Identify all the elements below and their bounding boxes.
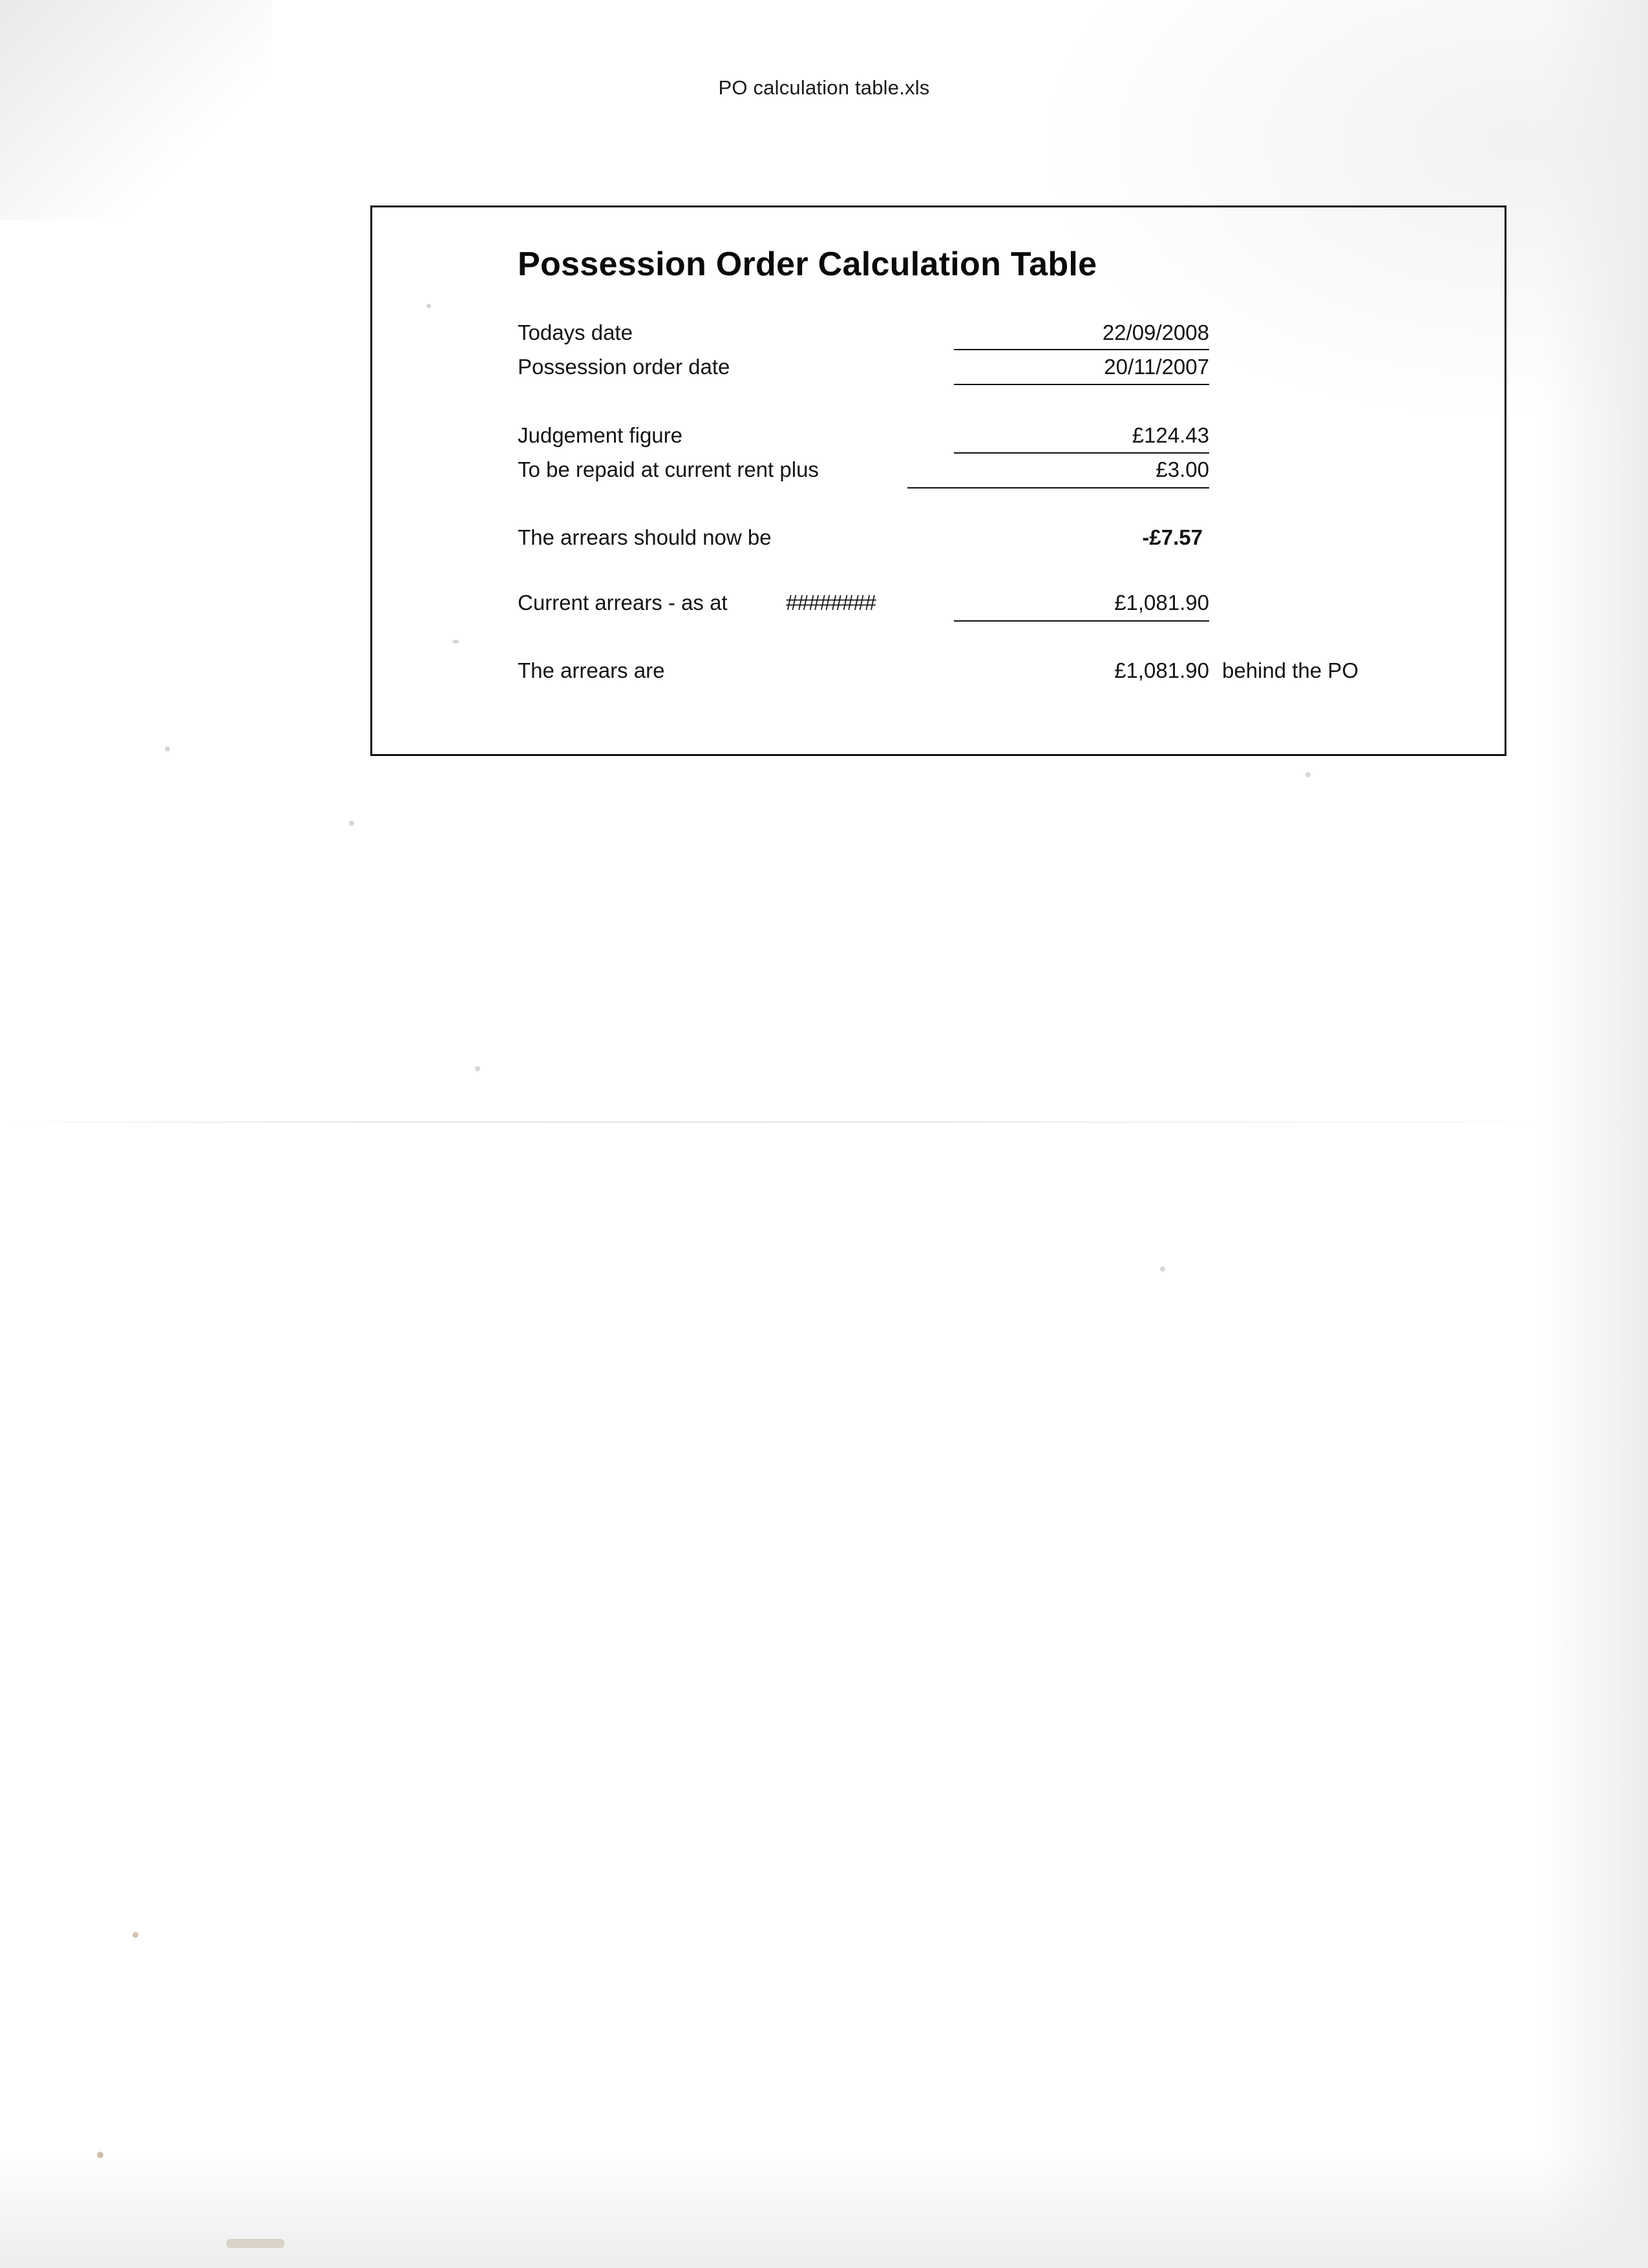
table-title: Possession Order Calculation Table bbox=[518, 246, 1097, 283]
arrears-are-suffix: behind the PO bbox=[1222, 658, 1358, 682]
todays-date-value: 22/09/2008 bbox=[1102, 320, 1209, 344]
scan-speck bbox=[1160, 1266, 1165, 1272]
row-arrears-should-be bbox=[372, 525, 1505, 554]
scan-speck bbox=[475, 1066, 480, 1071]
scan-speck bbox=[349, 821, 354, 826]
current-arrears-label: Current arrears - as at bbox=[518, 591, 728, 614]
judgement-figure-underline bbox=[954, 452, 1209, 454]
arrears-are-label: The arrears are bbox=[518, 658, 665, 682]
current-arrears-value: £1,081.90 bbox=[1114, 591, 1209, 614]
row-repaid-amount bbox=[372, 457, 1505, 486]
current-arrears-date: ######## bbox=[786, 591, 876, 614]
paper-crease bbox=[0, 1121, 1648, 1123]
arrears-should-be-value: -£7.57 bbox=[1142, 525, 1203, 549]
repaid-underline bbox=[907, 487, 1209, 488]
arrears-are-value: £1,081.90 bbox=[1114, 658, 1209, 682]
document-filename-header: PO calculation table.xls bbox=[718, 76, 930, 99]
current-arrears-underline bbox=[954, 620, 1209, 622]
possession-order-date-label: Possession order date bbox=[518, 355, 730, 379]
row-current-arrears bbox=[372, 591, 1505, 619]
todays-date-label: Todays date bbox=[518, 320, 633, 344]
scan-speck bbox=[132, 1932, 138, 1938]
row-judgement-figure bbox=[372, 423, 1505, 452]
todays-date-underline bbox=[954, 349, 1209, 350]
scan-speck bbox=[97, 2152, 103, 2158]
row-arrears-are bbox=[372, 658, 1505, 687]
repaid-value: £3.00 bbox=[1156, 457, 1209, 481]
arrears-should-be-label: The arrears should now be bbox=[518, 525, 772, 549]
row-possession-order-date bbox=[372, 355, 1505, 383]
repaid-label: To be repaid at current rent plus bbox=[518, 457, 819, 481]
row-todays-date bbox=[372, 320, 1505, 349]
scan-smudge bbox=[226, 2239, 284, 2248]
judgement-figure-label: Judgement figure bbox=[518, 423, 682, 447]
scan-speck bbox=[165, 746, 170, 751]
scan-speck bbox=[1305, 772, 1311, 777]
possession-order-date-value: 20/11/2007 bbox=[1104, 355, 1209, 379]
judgement-figure-value: £124.43 bbox=[1132, 423, 1209, 447]
possession-order-calculation-table bbox=[370, 205, 1506, 756]
paper-shading-top-left bbox=[0, 0, 271, 220]
possession-order-date-underline bbox=[954, 384, 1209, 385]
